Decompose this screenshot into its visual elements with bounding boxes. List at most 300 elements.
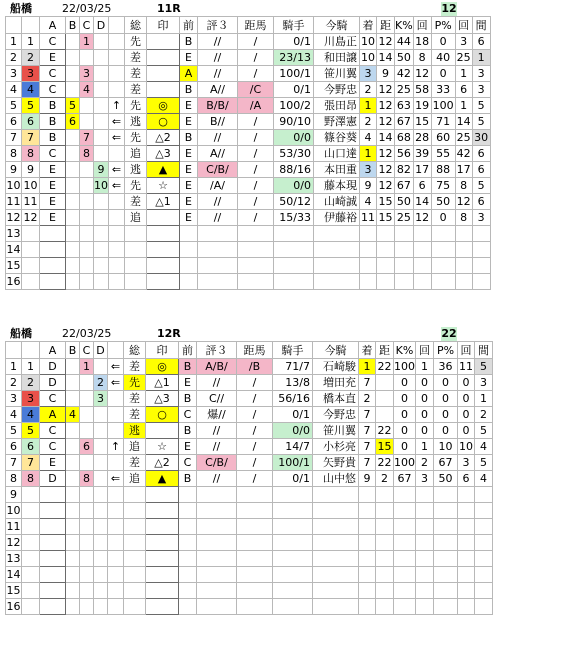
- distance: 12: [378, 147, 393, 160]
- distance: 22: [377, 456, 392, 469]
- rank-a: C: [40, 82, 66, 98]
- k-percent: 0: [394, 407, 416, 423]
- distance: [376, 487, 394, 503]
- gate-number: [22, 258, 40, 274]
- rank-c: [80, 274, 94, 290]
- style: 差: [124, 359, 146, 375]
- rank-d: [94, 98, 109, 114]
- style: 先: [125, 178, 147, 194]
- prediction-mark: [147, 66, 180, 82]
- rating3: [197, 551, 237, 567]
- finish: 2: [360, 114, 377, 130]
- trend-arrow: [109, 258, 125, 274]
- row-number: 4: [6, 82, 22, 98]
- rank-a: C: [40, 423, 66, 439]
- count2: 6: [455, 82, 472, 98]
- row-number: 14: [6, 568, 21, 581]
- distance: [377, 242, 395, 258]
- style: [124, 487, 146, 503]
- jockey-stat: [273, 503, 313, 519]
- jockey-stat: 0/1: [273, 407, 313, 423]
- rating3: [197, 487, 237, 503]
- front: [179, 583, 197, 599]
- column-header-p-percent: P%: [434, 342, 458, 359]
- k-percent: 0: [394, 375, 416, 391]
- jockey-name: [313, 583, 359, 599]
- jockey-name: [313, 487, 359, 503]
- k-percent: 67: [395, 178, 414, 194]
- table-row: [6, 439, 493, 455]
- race-label-1: 11R: [157, 2, 181, 15]
- rank-a: [40, 535, 66, 551]
- distance-horse: /: [238, 194, 274, 210]
- finish: [360, 274, 377, 290]
- style: [124, 519, 146, 535]
- jockey-name: 今野忠: [313, 407, 359, 423]
- k-percent: 56: [395, 146, 414, 162]
- row-number: 13: [6, 227, 21, 240]
- rank-b: [66, 519, 80, 535]
- prediction-mark: △3: [146, 391, 179, 407]
- table-row: [6, 50, 491, 66]
- count: 8: [413, 50, 431, 66]
- finish: 2: [359, 391, 376, 407]
- rank-d: 3: [94, 391, 108, 407]
- trend-arrow: [108, 407, 124, 423]
- rank-b: [66, 487, 80, 503]
- gate-number: 6: [22, 439, 40, 455]
- interval: [475, 535, 493, 551]
- p-percent: 75: [431, 178, 455, 194]
- rank-a: C: [40, 146, 66, 162]
- rank-b: [66, 82, 80, 98]
- table-row: [6, 551, 493, 567]
- interval: 5: [472, 98, 490, 114]
- rank-c: [80, 551, 94, 567]
- column-header-row-number: [6, 17, 22, 34]
- finish: 3: [360, 162, 377, 178]
- k-percent: [394, 519, 416, 535]
- k-percent: 63: [395, 98, 414, 114]
- jockey-name: 矢野貴: [313, 455, 359, 471]
- distance: [377, 226, 395, 242]
- rating3: 爆//: [197, 407, 237, 423]
- table-row: [6, 226, 491, 242]
- interval: [475, 583, 493, 599]
- gate-number: 7: [22, 130, 40, 146]
- column-header-trend-arrow: [109, 17, 125, 34]
- count2: [458, 599, 475, 615]
- count: 14: [415, 195, 430, 208]
- column-header-style: 総: [125, 17, 147, 34]
- jockey-stat: 0/1: [274, 82, 314, 98]
- finish: [360, 258, 377, 274]
- count: [416, 599, 434, 615]
- rank-c: [80, 503, 94, 519]
- rating3: [198, 274, 238, 290]
- column-header-distance: 距: [377, 17, 395, 34]
- column-header-prediction-mark: 印: [146, 342, 179, 359]
- rank-d: [94, 487, 108, 503]
- distance-horse: /: [238, 178, 274, 194]
- gate-number: 5: [22, 423, 40, 439]
- table-row: [6, 359, 493, 375]
- rank-b: 5: [66, 98, 80, 114]
- count2: [458, 519, 475, 535]
- trend-arrow: [108, 599, 124, 615]
- row-number: 7: [6, 130, 22, 146]
- gate-number: 2: [22, 375, 40, 391]
- count: 39: [415, 147, 430, 160]
- finish: 1: [359, 359, 376, 375]
- interval: 5: [475, 359, 493, 375]
- interval: 6: [472, 146, 490, 162]
- rank-a: [40, 242, 66, 258]
- rank-d: [94, 471, 108, 487]
- rank-b: [66, 471, 80, 487]
- rank-a: [40, 567, 66, 583]
- count: [416, 583, 434, 599]
- rank-a: E: [40, 194, 66, 210]
- finish: 7: [359, 439, 376, 455]
- front: E: [180, 178, 198, 194]
- style: [124, 583, 146, 599]
- column-header-gate-number: [22, 342, 40, 359]
- style: 差: [125, 50, 147, 66]
- k-percent: [394, 567, 416, 583]
- k-percent: [394, 503, 416, 519]
- distance: 12: [378, 179, 393, 192]
- date-label-1: 22/03/25: [62, 2, 112, 15]
- distance: [376, 519, 394, 535]
- p-percent: 0: [434, 375, 458, 391]
- distance: 12: [378, 35, 393, 48]
- jockey-name: 橋本直: [313, 391, 359, 407]
- count: 18: [415, 35, 430, 48]
- jockey-stat: [273, 519, 313, 535]
- trend-arrow: [108, 503, 124, 519]
- front: [179, 567, 197, 583]
- rank-d: [94, 535, 108, 551]
- p-percent: [431, 258, 455, 274]
- k-percent: 100: [394, 456, 415, 469]
- jockey-name: 和田譲: [314, 50, 360, 66]
- jockey-name: [313, 551, 359, 567]
- rank-c: [80, 114, 94, 130]
- style: 追: [125, 146, 147, 162]
- p-percent: [431, 226, 455, 242]
- p-percent: 10: [434, 439, 458, 455]
- p-percent: [434, 599, 458, 615]
- rank-c: 8: [80, 471, 94, 487]
- rank-a: [40, 599, 66, 615]
- row-number: 11: [6, 520, 21, 533]
- rank-b: [66, 162, 80, 178]
- count2: [458, 487, 475, 503]
- distance: [376, 503, 394, 519]
- table-row: [6, 258, 491, 274]
- finish: [359, 583, 376, 599]
- jockey-stat: [273, 535, 313, 551]
- rating3: A//: [198, 82, 238, 98]
- rank-a: E: [40, 455, 66, 471]
- distance-horse: [238, 242, 274, 258]
- k-percent: 100: [394, 360, 415, 373]
- finish: 1: [360, 146, 377, 162]
- k-percent: 68: [395, 130, 414, 146]
- style: [125, 242, 147, 258]
- distance-horse: /: [237, 391, 273, 407]
- prediction-mark: △1: [146, 375, 179, 391]
- trend-arrow: ⇐: [109, 162, 125, 178]
- finish: [359, 487, 376, 503]
- jockey-stat: 14/7: [273, 439, 313, 455]
- p-percent: 0: [431, 34, 455, 50]
- row-number: 4: [6, 407, 22, 423]
- k-percent: 82: [395, 162, 414, 178]
- table-row: [6, 535, 493, 551]
- rank-d: [94, 274, 109, 290]
- rank-c: [80, 98, 94, 114]
- jockey-name: [314, 226, 360, 242]
- row-number: 3: [6, 391, 22, 407]
- count2: [458, 551, 475, 567]
- finish: 9: [359, 471, 376, 487]
- row-number: 10: [6, 179, 21, 192]
- rank-d: [94, 551, 108, 567]
- rank-b: [66, 66, 80, 82]
- trend-arrow: [109, 242, 125, 258]
- count: 6: [413, 178, 431, 194]
- rank-a: A: [40, 407, 66, 423]
- k-percent: 50: [395, 194, 414, 210]
- front: E: [180, 146, 198, 162]
- trend-arrow: ⇐: [109, 130, 125, 146]
- row-number: 9: [6, 487, 22, 503]
- count: 15: [415, 115, 430, 128]
- prediction-mark: [146, 503, 179, 519]
- row-number: 1: [6, 34, 22, 50]
- rank-a: B: [40, 130, 66, 146]
- front: E: [180, 194, 198, 210]
- front: E: [180, 162, 198, 178]
- jockey-stat: [274, 274, 314, 290]
- rank-b: [66, 226, 80, 242]
- distance-horse: /: [238, 146, 274, 162]
- p-percent: [431, 274, 455, 290]
- column-header-trend-arrow: [108, 342, 124, 359]
- table-row: [6, 130, 491, 146]
- header-row: [6, 17, 491, 34]
- rank-c: 1: [80, 359, 94, 375]
- rating3: [197, 503, 237, 519]
- distance-horse: /: [238, 66, 274, 82]
- trend-arrow: [108, 583, 124, 599]
- count: [413, 242, 431, 258]
- count: 1: [416, 359, 434, 375]
- jockey-stat: 50/12: [274, 194, 314, 210]
- rating3: //: [198, 210, 238, 226]
- interval: [475, 503, 493, 519]
- p-percent: 0: [434, 391, 458, 407]
- count2: [455, 242, 472, 258]
- distance: [376, 583, 394, 599]
- front: [179, 519, 197, 535]
- distance: [377, 258, 395, 274]
- distance: 15: [378, 195, 393, 208]
- distance-horse: /: [238, 162, 274, 178]
- style: 差: [125, 66, 147, 82]
- rank-d: [94, 226, 109, 242]
- front: E: [180, 98, 198, 114]
- interval: 3: [472, 66, 490, 82]
- prediction-mark: ○: [146, 407, 179, 423]
- prediction-mark: [146, 519, 179, 535]
- count: 12: [415, 211, 430, 224]
- column-header-rank-a: A: [40, 342, 66, 359]
- rank-d: 10: [94, 179, 108, 192]
- p-percent: [434, 535, 458, 551]
- gate-number: 4: [22, 407, 40, 423]
- count2: 8: [455, 178, 472, 194]
- front: [179, 535, 197, 551]
- row-number: 16: [6, 600, 21, 613]
- distance-horse: /: [237, 455, 273, 471]
- venue-label-1: 船橋: [10, 2, 32, 15]
- column-header-rank-d: D: [94, 17, 109, 34]
- front: [179, 599, 197, 615]
- style: 先: [125, 34, 147, 50]
- jockey-stat: 0/0: [273, 423, 313, 439]
- prediction-mark: △3: [147, 146, 180, 162]
- rank-b: [66, 34, 80, 50]
- k-percent: [394, 535, 416, 551]
- front: B: [180, 82, 198, 98]
- rank-b: [66, 130, 80, 146]
- row-number: 16: [6, 275, 21, 288]
- p-percent: [434, 551, 458, 567]
- jockey-name: 野澤憲: [314, 114, 360, 130]
- table-row: [6, 455, 493, 471]
- distance: 12: [378, 115, 393, 128]
- count2: [458, 567, 475, 583]
- distance-horse: /: [237, 423, 273, 439]
- rank-c: [80, 242, 94, 258]
- trend-arrow: ⇐: [108, 359, 124, 375]
- rank-b: [66, 423, 80, 439]
- k-percent: [394, 599, 416, 615]
- count2: [455, 274, 472, 290]
- rank-d: [94, 130, 109, 146]
- rating3: [197, 519, 237, 535]
- trend-arrow: [109, 34, 125, 50]
- jockey-name: 山口達: [314, 146, 360, 162]
- distance: 14: [378, 131, 393, 144]
- count: [413, 226, 431, 242]
- finish: [359, 503, 376, 519]
- column-header-finish: 着: [359, 342, 376, 359]
- front: C: [179, 455, 197, 471]
- interval: 5: [475, 455, 493, 471]
- distance-horse: /: [237, 439, 273, 455]
- prediction-mark: ◎: [146, 359, 179, 375]
- distance-horse: /: [237, 407, 273, 423]
- jockey-stat: 53/30: [274, 146, 314, 162]
- count: [416, 487, 434, 503]
- jockey-stat: [273, 583, 313, 599]
- jockey-name: 藤本現: [314, 178, 360, 194]
- rank-c: 7: [80, 130, 94, 146]
- distance-horse: /: [238, 114, 274, 130]
- count2: 6: [458, 471, 475, 487]
- row-number: 15: [6, 259, 21, 272]
- rating3: C/B/: [198, 162, 238, 178]
- interval: [475, 567, 493, 583]
- rank-a: [40, 503, 66, 519]
- distance-horse: [238, 258, 274, 274]
- rating3: /A/: [198, 178, 238, 194]
- distance-horse: [237, 551, 273, 567]
- count2: 1: [455, 98, 472, 114]
- p-percent: 55: [431, 146, 455, 162]
- rank-c: [80, 423, 94, 439]
- jockey-name: 篠谷葵: [314, 130, 360, 146]
- rank-b: [66, 194, 80, 210]
- trend-arrow: ↑: [109, 98, 125, 114]
- interval: 5: [472, 114, 490, 130]
- jockey-name: 山崎誠: [314, 194, 360, 210]
- distance: 22: [377, 424, 392, 437]
- rank-b: [66, 535, 80, 551]
- interval: [472, 274, 490, 290]
- rating3: //: [197, 375, 237, 391]
- k-percent: 0: [394, 391, 416, 407]
- p-percent: 33: [431, 82, 455, 98]
- interval: 1: [475, 391, 493, 407]
- k-percent: [395, 258, 414, 274]
- race-11-table: [5, 16, 491, 290]
- table-row: [6, 471, 493, 487]
- rank-d: [94, 583, 108, 599]
- table-row: [6, 66, 491, 82]
- count: 19: [415, 99, 430, 112]
- count: [416, 551, 434, 567]
- rank-c: [80, 567, 94, 583]
- rank-b: [66, 391, 80, 407]
- prediction-mark: [147, 82, 180, 98]
- count: 2: [416, 455, 434, 471]
- prediction-mark: [147, 242, 180, 258]
- table-row: [6, 242, 491, 258]
- prediction-mark: [146, 423, 179, 439]
- count: 12: [415, 67, 430, 80]
- table-row: [6, 407, 493, 423]
- rank-d: [94, 455, 108, 471]
- distance: 9: [377, 66, 395, 82]
- k-percent: [395, 242, 414, 258]
- rank-d: [94, 258, 109, 274]
- k-percent: 50: [395, 50, 414, 66]
- count: [416, 503, 434, 519]
- prediction-mark: [147, 50, 180, 66]
- rank-b: [66, 359, 80, 375]
- jockey-name: 笹川翼: [313, 423, 359, 439]
- interval: [475, 551, 493, 567]
- rank-d: [94, 146, 109, 162]
- rank-d: [94, 194, 109, 210]
- style: 追: [124, 471, 146, 487]
- jockey-stat: 15/33: [274, 210, 314, 226]
